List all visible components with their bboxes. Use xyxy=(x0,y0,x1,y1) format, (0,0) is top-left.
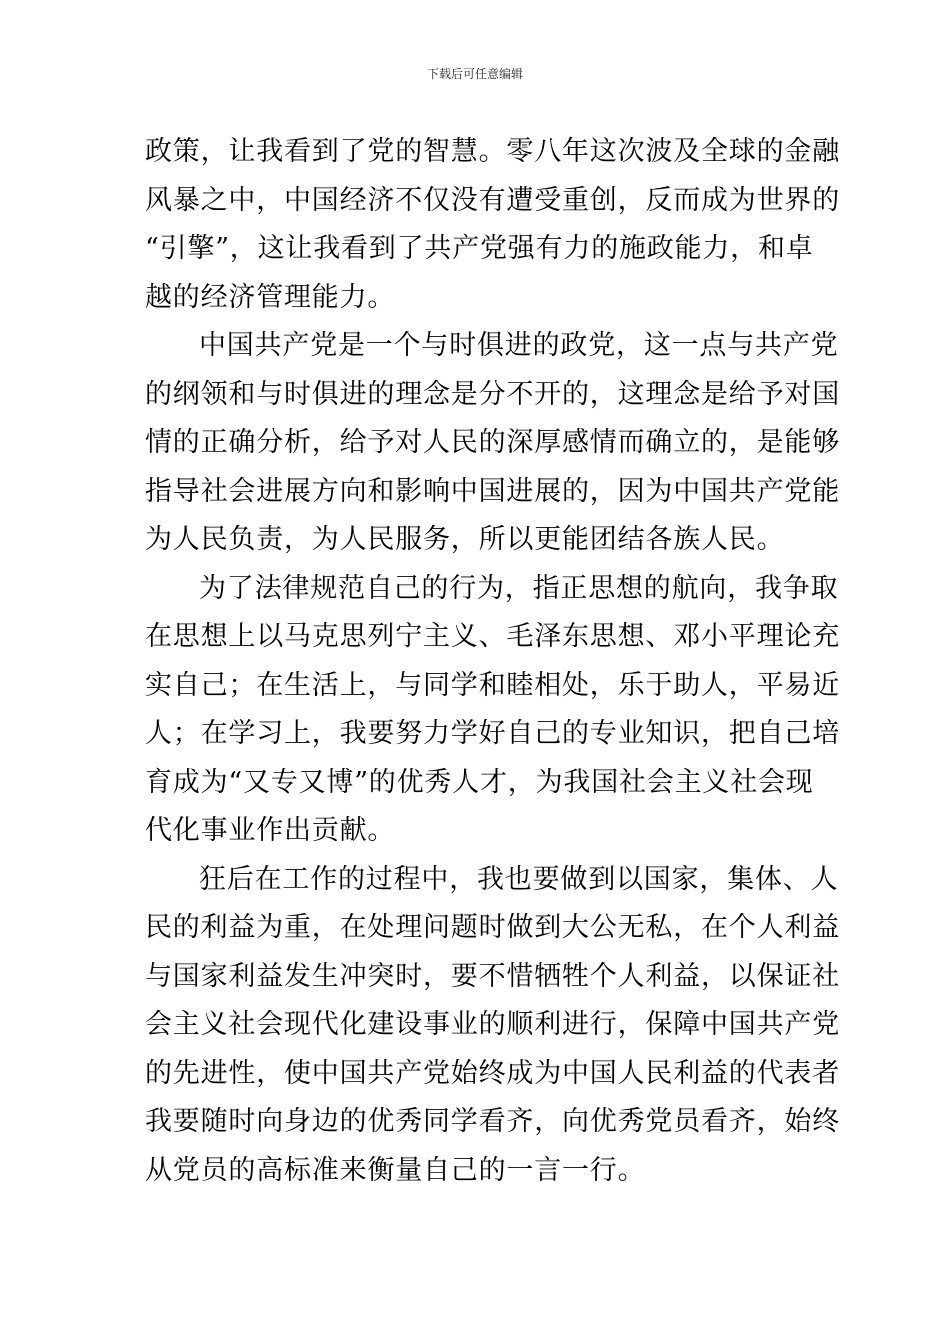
text-line: 代化事业作出贡献。 xyxy=(145,815,396,846)
text-line: 人；在学习上，我要努力学好自己的专业知识，把自己培 xyxy=(145,718,840,749)
paragraph-3 xyxy=(145,565,840,856)
text-line: 中国共产党是一个与时俱进的政党，这一点与共产党 xyxy=(199,330,839,361)
text-line: 民的利益为重，在处理问题时做到大公无私，在个人利益 xyxy=(145,912,840,943)
paragraph-1 xyxy=(145,128,840,322)
text-line: 为人民负责，为人民服务，所以更能团结各族人民。 xyxy=(145,524,785,555)
page-header: 下载后可任意编辑 xyxy=(426,67,523,81)
document-body xyxy=(145,128,840,1195)
text-line: 实自己；在生活上，与同学和睦相处，乐于助人，平易近 xyxy=(145,669,840,701)
text-line: 风暴之中，中国经济不仅没有遭受重创，反而成为世界的 xyxy=(145,184,840,216)
text-line: 政策，让我看到了党的智慧。零八年这次波及全球的金融 xyxy=(145,136,840,167)
text-line: 情的正确分析，给予对人民的深厚感情而确立的，是能够 xyxy=(145,427,840,458)
text-line: 与国家利益发生冲突时，要不惜牺牲个人利益，以保证社 xyxy=(145,960,840,992)
text-line: 育成为“又专又博”的优秀人才，为我国社会主义社会现 xyxy=(145,766,814,798)
text-line: “引擎”，这让我看到了共产党强有力的施政能力，和卓 xyxy=(145,233,814,264)
text-line: 在思想上以马克思列宁主义、毛泽东思想、邓小平理论充 xyxy=(145,621,840,652)
text-line: 指导社会进展方向和影响中国进展的，因为中国共产党能 xyxy=(145,475,840,507)
text-line: 的纲领和与时俱进的理念是分不开的，这理念是给予对国 xyxy=(145,378,840,410)
paragraph-4 xyxy=(145,856,840,1196)
paragraph-2 xyxy=(145,322,840,565)
text-line: 为了法律规范自己的行为，指正思想的航向，我争取 xyxy=(199,572,839,604)
text-line: 的先进性，使中国共产党始终成为中国人民利益的代表者 xyxy=(145,1057,840,1089)
text-line: 狂后在工作的过程中，我也要做到以国家，集体、人 xyxy=(199,863,839,895)
text-line: 越的经济管理能力。 xyxy=(145,281,396,313)
text-line: 会主义社会现代化建设事业的顺利进行，保障中国共产党 xyxy=(145,1009,840,1040)
text-line: 从党员的高标准来衡量自己的一言一行。 xyxy=(145,1154,646,1186)
text-line: 我要随时向身边的优秀同学看齐，向优秀党员看齐，始终 xyxy=(145,1106,840,1137)
